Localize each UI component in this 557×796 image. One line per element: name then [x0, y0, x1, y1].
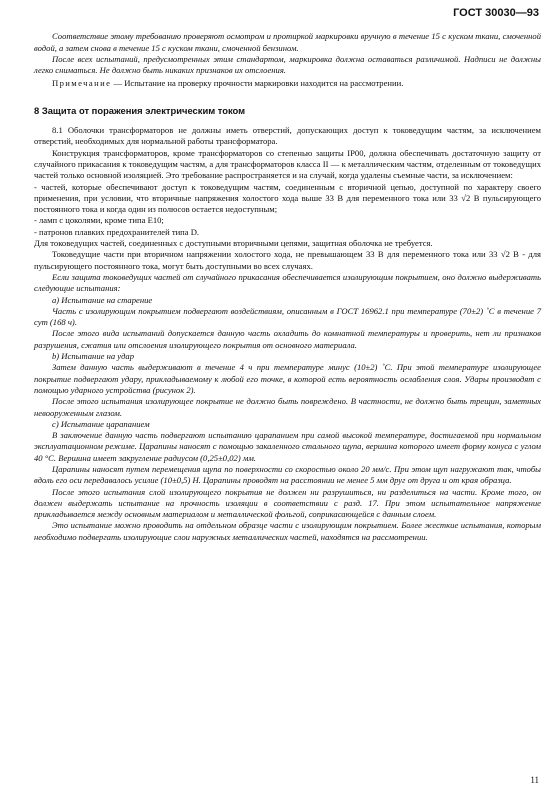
test-c-heading: с) Испытание царапанием	[52, 418, 150, 429]
note-paragraph	[34, 78, 541, 89]
intro-paragraph-2: После всех испытаний, предусмотренных этим стандартом, маркировка должна оставаться различимой. Надписи не должны легко сниматься. Не должно быть никаких признаков их отслоения.	[34, 53, 541, 76]
page-number: 11	[530, 774, 539, 785]
test-b-heading: b) Испытание на удар	[52, 351, 135, 362]
test-c-paragraph-2: Царапины наносят путем перемещения щупа по поверхности со скоростью около 20 мм/с. При этом щуп нагружают так, чтобы вдоль его оси передавалось усилие (10±0,5) Н. Царапины проводят на расстоянии не менее 5 мм друг от друга и от края образца.	[34, 463, 541, 486]
test-a-heading: а) Испытание на старение	[52, 294, 153, 305]
tests-intro: Если защита токоведущих частей от случайного прикасания обеспечивается изолирующим покрытием, оно должно выдерживать следующие испытания:	[34, 271, 541, 294]
test-a-paragraph-1: Часть с изолирующим покрытием подвергают воздействиям, описанным в ГОСТ 16962.1 при температуре (70±2) ˚С в течение 7 сут (168 ч).	[34, 305, 541, 328]
note-label: Примечание	[52, 78, 112, 89]
body-paragraph-3: Для токоведущих частей, соединенных с доступными вторичными цепями, защитная оболочка не требуется.	[34, 238, 433, 249]
exception-item-3: - патронов плавких предохранителей типа D.	[34, 226, 200, 237]
exception-item-1: - частей, которые обеспечивают доступ к токоведущим частям, соединенным с вторичной цепью, доступной по характеру своего применения, при условии, что вторичные напряжения холостого хода выше 33 В для переменного тока или 33 √2 В пульсирующего постоянного тока и когда один из полюсов остается недоступным;	[34, 181, 541, 215]
body-paragraph-1: 8.1 Оболочки трансформаторов не должны иметь отверстий, допускающих доступ к токоведущим частям, за исключением отверстий, необходимых для нормальной работы трансформатора.	[34, 125, 541, 147]
test-a-paragraph-2: После этого вида испытаний допускается данную часть охладить до комнатной температуры и проверить, нет ли признаков разрушения, сжатия или отслоения изолирующего покрытия от основного материала.	[34, 328, 541, 350]
test-c-paragraph-4: Это испытание можно проводить на отдельном образце части с изолирующим покрытием. Более жесткие испытания, которым необходимо подвергать изолирующие слои наружных металлических частей, находятся на рассмотрении.	[34, 520, 541, 542]
test-c-paragraph-1: В заключение данную часть подвергают испытанию царапанием при самой высокой температуре, достигаемой при нормальном эксплуатационном режиме. Царапины наносят с помощью закаленного стального щупа, вершина которого имеет форму конуса с углом 40 °С. Вершина имеет закругление радиусом (0,25±0,02) мм.	[34, 430, 541, 463]
test-b-paragraph-2: После этого испытания изолирующее покрытие не должно быть повреждено. В частности, не должно быть трещин, заметных невооруженным глазом.	[34, 396, 541, 418]
exception-item-2: - ламп с цоколями, кроме типа Е10;	[34, 215, 164, 226]
section-heading: 8 Защита от поражения электрическим током	[34, 104, 246, 116]
body-paragraph-2: Конструкция трансформаторов, кроме трансформаторов со степенью защиты IP00, должна обеспечивать достаточную защиту от случайного прикасания к токоведущим частям, а для трансформаторов класса II — к металлическим частям, отделенным от токоведущих частей только основной изоляцией. Это требование распространяется и на случай, когда удалены съемные части, за исключением:	[34, 147, 541, 181]
intro-paragraph-1: Соответствие этому требованию проверяют осмотром и протиркой маркировки вручную в течение 15 с куском ткани, смоченной водой, а затем снова в течение 15 с куском ткани, смоченной бензином.	[34, 31, 541, 53]
standard-header: ГОСТ 30030—93	[453, 7, 539, 19]
body-paragraph-4: Токоведущие части при вторичном напряжении холостого хода, не превышающем 33 В для переменного тока или 33 √2 В - для пульсирующего постоянного тока, могут быть доступными во всех случаях.	[34, 249, 541, 271]
test-b-paragraph-1: Затем данную часть выдерживают в течение 4 ч при температуре минус (10±2) ˚С. При этой температуре изолирующее покрытие подвергают удару, прикладываемому к любой его точке, в которой есть вероятность ослабления слоя. Удары производят с помощью ударного устройства (рисунок 2).	[34, 362, 541, 395]
note-text: — Испытание на проверку прочности маркировки находится на рассмотрении.	[111, 78, 404, 89]
test-c-paragraph-3: После этого испытания слой изолирующего покрытия не должен ни разрушиться, ни разделиться на части. Кроме того, он должен выдержать испытание на прочность изоляции в соответствии с разд. 17. При этом испытательное напряжение прикладывается между основным материалом и металлической фольгой, соприкасающейся с данным слоем.	[34, 486, 541, 520]
